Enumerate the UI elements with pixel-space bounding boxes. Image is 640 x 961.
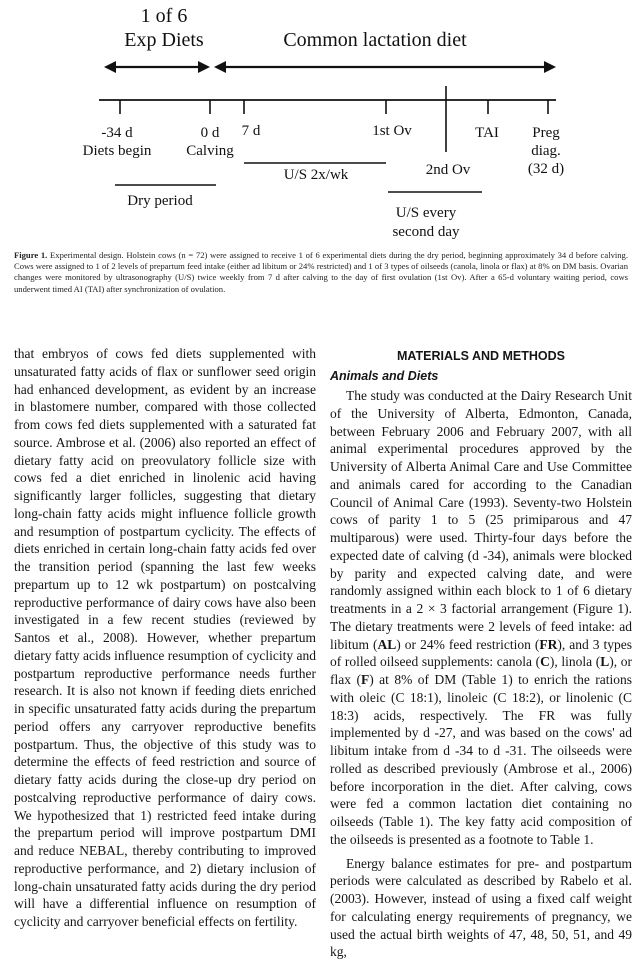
label-preg-line2: diag. (531, 143, 561, 160)
header-right: Common lactation diet (283, 29, 466, 52)
caption-label: Figure 1. (14, 250, 47, 260)
p1-text-a: The study was conducted at the Dairy Research Unit of the University of Alberta, Edmonton, Canada, between February 2006 and February 2007, with all animal experimental procedures approved by the University of Alberta Animal Care and Use Committee and animals cared for according to the Canadian Council of Animal Care (1993). Seventy-two Holstein cows of parity 1 to 5 (25 primiparous and 47 multiparous) were used. Thirty-four days before the expected date of calving (d -34), animals were blocked by parity and expected calving date, and were randomly assigned within each block to 1 of 6 dietary treatments in a 2 × 3 factorial arrangement (Figure 1). The dietary treatments were 2 levels of feed intake: ad libitum ( (330, 388, 632, 652)
label-calving: Calving (186, 143, 234, 160)
label-us-2x: U/S 2x/wk (284, 167, 349, 184)
p1-text-e: ), or flax ( (330, 654, 632, 687)
p1-abbr-fr: FR (539, 637, 557, 652)
exp-diets-arrowhead-right (198, 61, 210, 73)
lactation-arrowhead-left (214, 61, 226, 73)
label-us-every-line1: U/S every (396, 205, 456, 222)
exp-diets-arrowhead-left (104, 61, 116, 73)
left-paragraph: that embryos of cows fed diets supplemented with unsaturated fatty acids of flax or sunflower seed origin had enhanced development, as evident by an increase in blastomere number, compared with those collected from cows fed diets supplemented with a saturated fat source. Ambrose et al. (2006) also reported an effect of dietary fatty acid on preovulatory follicle size with cows fed a diet enriched in linolenic acid having significantly larger follicles, suggesting that dietary long-chain fatty acids might influence follicle growth and resumption of postpartum cyclicity. The effects of diets enriched in certain long-chain fatty acids fed over the transition period (spanning the last few weeks prepartum up to 12 wk postpartum) on postcalving reproductive performance of dairy cows have also been investigated in a few recent studies (reviewed by Santos et al., 2008). However, whether prepartum dietary fatty acids influence resumption of cyclicity and postpartum reproductive performance needs further research. It is also not known if feeding diets enriched in specific unsaturated fatty acids during the prepartum period offers any carryover reproductive benefits postpartum. Thus, the objective of this study was to determine the effects of feed restriction and source of dietary fatty acids during the close-up dry period on postcalving reproductive performance of dairy cows. We hypothesized that 1) restricted feed intake during the prepartum period will improve postpartum DMI and reduce NEBAL, thereby contributing to improved reproductive performance, and 2) dietary inclusion of long-chain unsaturated fatty acids during the dry period will have a differential influence on resumption of cyclicity and carryover beneficial effects on fertility. (14, 345, 316, 931)
experimental-design-figure (0, 0, 640, 248)
label-dry-period: Dry period (127, 193, 192, 210)
p1-abbr-al: AL (378, 637, 397, 652)
label-tai: TAI (475, 125, 499, 142)
header-left-line2: Exp Diets (124, 29, 203, 52)
methods-paragraph-1 (330, 387, 632, 849)
p1-text-g: ) at 8% of DM (Table 1) to enrich the rations with oleic (C 18:1), linoleic (C 18:2), or linolenic (C 18:3) acids, respectively. The FR was fully implemented by d -27, and was based on the cows' ad libitum intake from d -34 to d -31. The oilseeds were rolled as described previously (Ambrose et al., 2006) before incorporation in the diet. After calving, cows were fed a common lactation diet containing no oilseeds (Table 1). The key fatty acid composition of the oilseeds is presented as a footnote to Table 1. (330, 672, 632, 847)
label-minus34: -34 d (101, 125, 132, 142)
figure-caption (14, 250, 628, 295)
label-us-every-line2: second day (392, 224, 459, 241)
methods-paragraph-2: Energy balance estimates for pre- and postpartum periods were calculated as described by Rabelo et al. (2003). However, instead of using a fixed calf weight for calculating energy requirements of pregnancy, we used the actual birth weights of 47, 48, 50, 51, and 49 kg, (330, 855, 632, 961)
label-1st-ov: 1st Ov (372, 123, 412, 140)
label-0d: 0 d (201, 125, 220, 142)
label-2nd-ov: 2nd Ov (426, 162, 471, 179)
subsection-heading: Animals and Diets (330, 365, 632, 387)
caption-text: Experimental design. Holstein cows (n = 72) were assigned to receive 1 of 6 experimental diets during the dry period, beginning approximately 34 d before calving. Cows were assigned to 1 of 2 levels of prepartum feed intake (either ad libitum or 24% restricted) and 1 of 3 types of oilseeds (canola, linola or flax) at 8% on DM basis. Ovarian changes were monitored by ultrasonography (U/S) twice weekly from 7 d after calving to the day of first ovulation (1st Ov). After a 65-d voluntary waiting period, cows underwent timed AI (TAI) after synchronization of ovulation. (14, 250, 628, 294)
p1-text-d: ), linola ( (550, 654, 600, 669)
p1-text-c: ), and 3 types of rolled oilseed supplements: canola ( (330, 637, 632, 670)
p1-abbr-f: F (361, 672, 369, 687)
right-column (330, 345, 632, 961)
section-heading: MATERIALS AND METHODS (330, 345, 632, 365)
label-preg-line1: Preg (532, 125, 560, 142)
p1-abbr-l: L (600, 654, 609, 669)
p1-abbr-c: C (540, 654, 550, 669)
label-preg-line3: (32 d) (528, 161, 564, 178)
left-column (14, 345, 316, 931)
p1-text-b: ) or 24% feed restriction ( (396, 637, 539, 652)
label-diets-begin: Diets begin (83, 143, 152, 160)
header-left-line1: 1 of 6 (141, 5, 188, 28)
label-7d: 7 d (242, 123, 261, 140)
lactation-arrowhead-right (544, 61, 556, 73)
